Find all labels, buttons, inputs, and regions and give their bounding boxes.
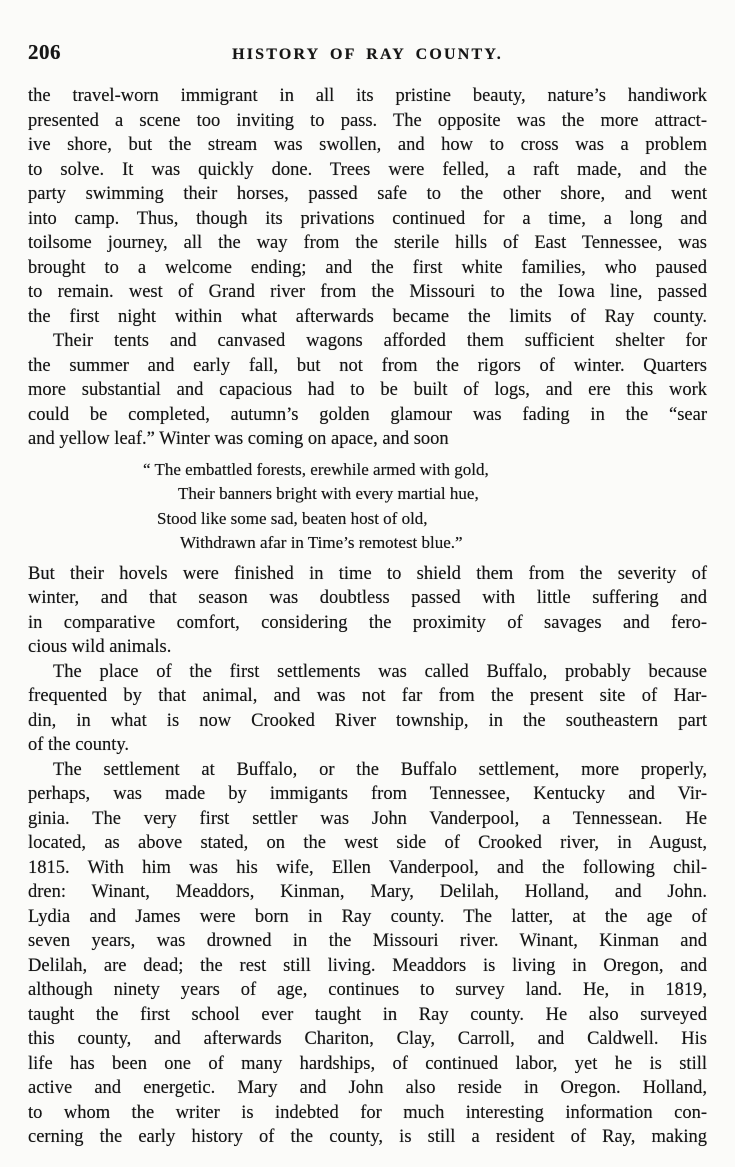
- text-line: life has been one of many hardships, of continued labor, yet he is still: [28, 1053, 707, 1074]
- poem-line: “ The embattled forests, erewhile armed with gold,: [143, 459, 489, 479]
- paragraph-5: [28, 758, 707, 1150]
- paragraph-1: [28, 84, 707, 329]
- text-line: located, as above stated, on the west side of Crooked river, in August,: [28, 833, 707, 853]
- text-line: although ninety years of age, continues to survey land. He, in 1819,: [28, 980, 707, 1000]
- text-line: more substantial and capacious had to be built of logs, and ere this work: [28, 380, 707, 400]
- text-line: frequented by that animal, and was not far from the present site of Har-: [28, 686, 707, 706]
- text-line: winter, and that season was doubtless passed with little suffering and: [28, 588, 707, 608]
- text-line: could be completed, autumn’s golden glamour was fading in the “sear: [28, 404, 707, 425]
- text-line: and yellow leaf.” Winter was coming on apace, and soon: [28, 429, 449, 449]
- text-line: into camp. Thus, though its privations continued for a time, a long and: [28, 208, 707, 229]
- paragraph-2: [28, 329, 707, 452]
- page-header: [0, 0, 735, 65]
- text-line: taught the first school ever taught in Ray county. He also surveyed: [28, 1004, 707, 1025]
- text-line: to whom the writer is indebted for much interesting information con-: [28, 1102, 707, 1123]
- text-line: seven years, was drowned in the Missouri river. Winant, Kinman and: [28, 931, 707, 951]
- text-line: ginia. The very first settler was John Vanderpool, a Tennessean. He: [28, 808, 707, 829]
- text-line: cious wild animals.: [28, 637, 172, 657]
- poem-stanza: [28, 458, 707, 556]
- text-line: the first night within what afterwards became the limits of Ray county.: [28, 306, 707, 327]
- text-line: presented a scene too inviting to pass. The opposite was the more attract-: [28, 110, 707, 131]
- text-line: Lydia and James were born in Ray county. The latter, at the age of: [28, 906, 707, 927]
- text-line: the summer and early fall, but not from the rigors of winter. Quarters: [28, 355, 707, 376]
- text-body: [0, 65, 735, 1150]
- text-line: 1815. With him was his wife, Ellen Vanderpool, and the following chil-: [28, 857, 707, 878]
- poem-line: Stood like some sad, beaten host of old,: [157, 508, 428, 528]
- paragraph-4: [28, 660, 707, 758]
- text-line: But their hovels were finished in time to shield them from the severity of: [28, 563, 707, 584]
- text-line: active and energetic. Mary and John also reside in Oregon. Holland,: [28, 1078, 707, 1098]
- text-line: the travel-worn immigrant in all its pristine beauty, nature’s handiwork: [28, 86, 707, 106]
- paragraph-3: [28, 562, 707, 660]
- text-line: The settlement at Buffalo, or the Buffalo settlement, more properly,: [53, 759, 707, 780]
- text-line: Delilah, are dead; the rest still living. Meaddors is living in Oregon, and: [28, 955, 707, 976]
- text-line: brought to a welcome ending; and the first white families, who paused: [28, 257, 707, 278]
- text-line: to solve. It was quickly done. Trees were felled, a raft made, and the: [28, 159, 707, 180]
- text-line: perhaps, was made by immigants from Tennessee, Kentucky and Vir-: [28, 784, 707, 804]
- text-line: in comparative comfort, considering the proximity of savages and fero-: [28, 612, 707, 633]
- text-line: ive shore, but the stream was swollen, and how to cross was a problem: [28, 135, 707, 155]
- running-title: HISTORY OF RAY COUNTY.: [232, 46, 503, 63]
- text-line: dren: Winant, Meaddors, Kinman, Mary, Delilah, Holland, and John.: [28, 882, 707, 902]
- text-line: Their tents and canvased wagons afforded them sufficient shelter for: [53, 331, 707, 351]
- text-line: The place of the first settlements was called Buffalo, probably because: [53, 661, 707, 682]
- text-line: party swimming their horses, passed safe to the other shore, and went: [28, 184, 707, 204]
- poem-line: Withdrawn afar in Time’s remotest blue.”: [180, 533, 463, 552]
- text-line: cerning the early history of the county, is still a resident of Ray, making: [28, 1127, 707, 1147]
- text-line: to remain. west of Grand river from the Missouri to the Iowa line, passed: [28, 282, 707, 302]
- text-line: this county, and afterwards Chariton, Clay, Carroll, and Caldwell. His: [28, 1029, 707, 1049]
- text-line: din, in what is now Crooked River township, in the southeastern part: [28, 710, 707, 731]
- text-line: of the county.: [28, 735, 130, 755]
- text-line: toilsome journey, all the way from the sterile hills of East Tennessee, was: [28, 233, 707, 253]
- poem-line: Their banners bright with every martial hue,: [178, 484, 479, 503]
- page-number: 206: [28, 40, 61, 64]
